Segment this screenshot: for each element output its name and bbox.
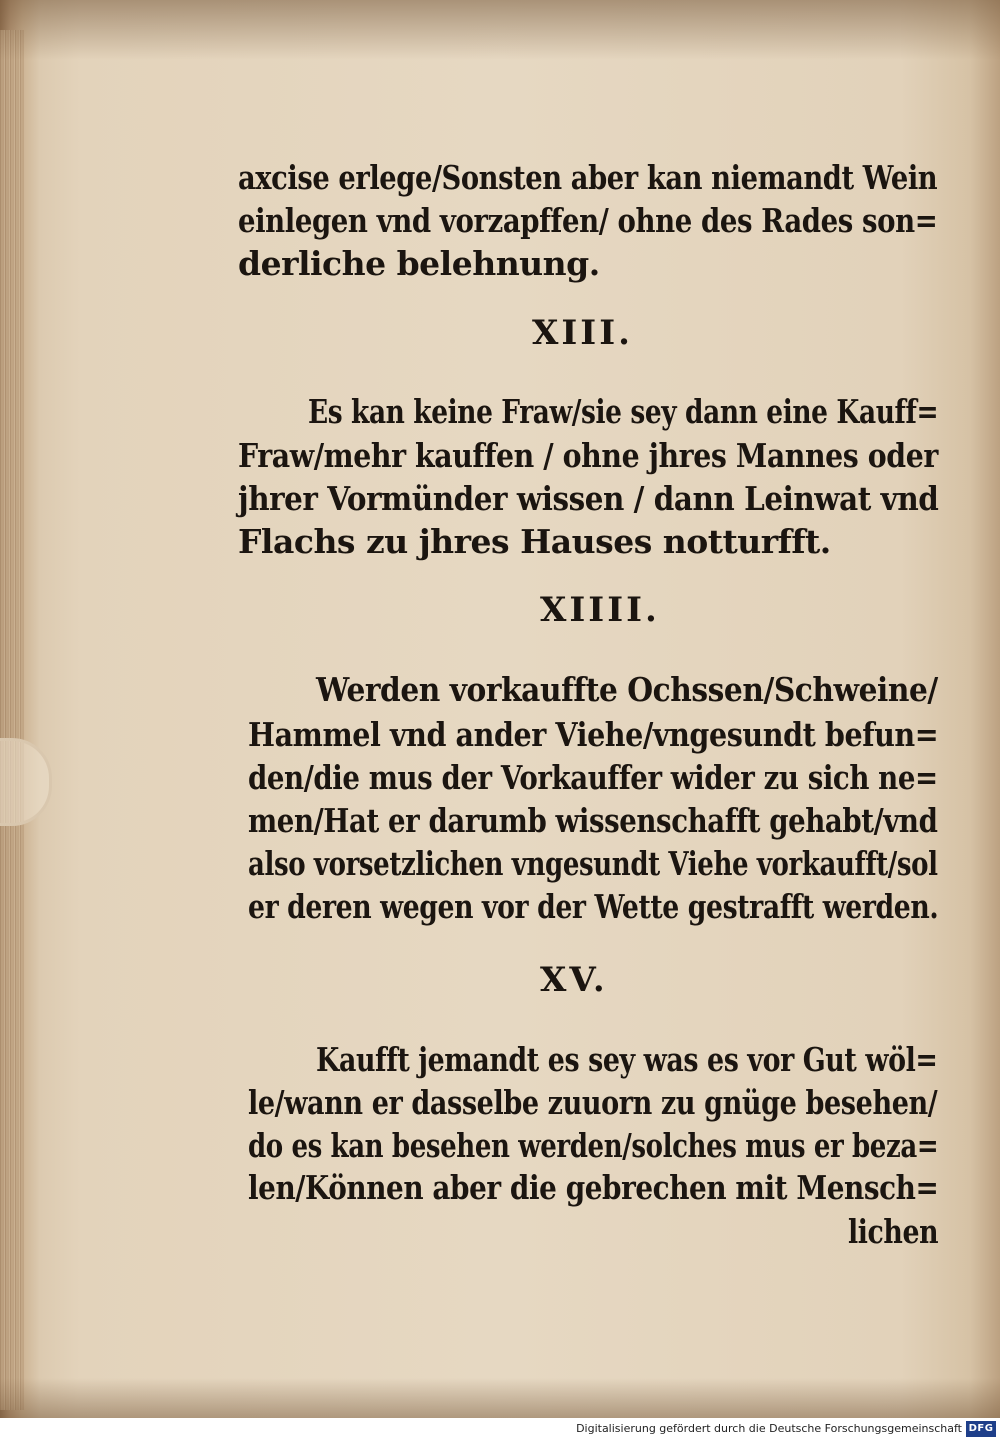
text-line: einlegen vnd vorzapffen/ ohne des Rades son=: [238, 201, 938, 240]
text-line: derliche belehnung.: [238, 244, 600, 283]
text-line: den/die mus der Vorkauffer wider zu sich ne=: [248, 758, 938, 797]
ribbon-tab: [0, 738, 52, 826]
text-line: axcise erlege/Sonsten aber kan niemandt Wein: [238, 158, 938, 197]
section-heading-xv: XV.: [540, 960, 608, 1000]
top-shadow: [0, 0, 1000, 60]
dfg-logo: DFG: [966, 1421, 996, 1437]
text-line: lichen: [848, 1212, 939, 1251]
text-line: Kaufft jemandt es sey was es vor Gut wöl=: [316, 1040, 938, 1079]
text-line: also vorsetzlichen vngesundt Viehe vorkaufft/sol: [248, 844, 938, 883]
text-line: men/Hat er darumb wissenschafft gehabt/vnd: [248, 801, 938, 840]
page-edges: [0, 30, 24, 1410]
section-heading-xiii: XIII.: [532, 313, 633, 353]
text-line: Werden vorkauffte Ochssen/Schweine/: [316, 670, 938, 709]
text-line: er deren wegen vor der Wette gestrafft werden.: [248, 887, 939, 926]
text-line: Fraw/mehr kauffen / ohne jhres Mannes oder: [238, 436, 938, 475]
funding-credit: Digitalisierung gefördert durch die Deutsche Forschungsgemeinschaft: [576, 1422, 962, 1435]
text-line: jhrer Vormünder wissen / dann Leinwat vnd: [238, 479, 939, 518]
footer-bar: [0, 1418, 1000, 1442]
text-line: Es kan keine Fraw/sie sey dann eine Kauff=: [308, 392, 939, 431]
bottom-shadow: [0, 1378, 1000, 1418]
text-line: do es kan besehen werden/solches mus er beza=: [248, 1126, 939, 1165]
text-line: le/wann er dasselbe zuuorn zu gnüge besehen/: [248, 1083, 938, 1122]
text-line: Hammel vnd ander Viehe/vngesundt befun=: [248, 715, 939, 754]
text-line: Flachs zu jhres Hauses notturfft.: [238, 522, 831, 561]
section-heading-xiiii: XIIII.: [540, 590, 660, 630]
text-line: len/Können aber die gebrechen mit Mensch=: [248, 1168, 939, 1207]
